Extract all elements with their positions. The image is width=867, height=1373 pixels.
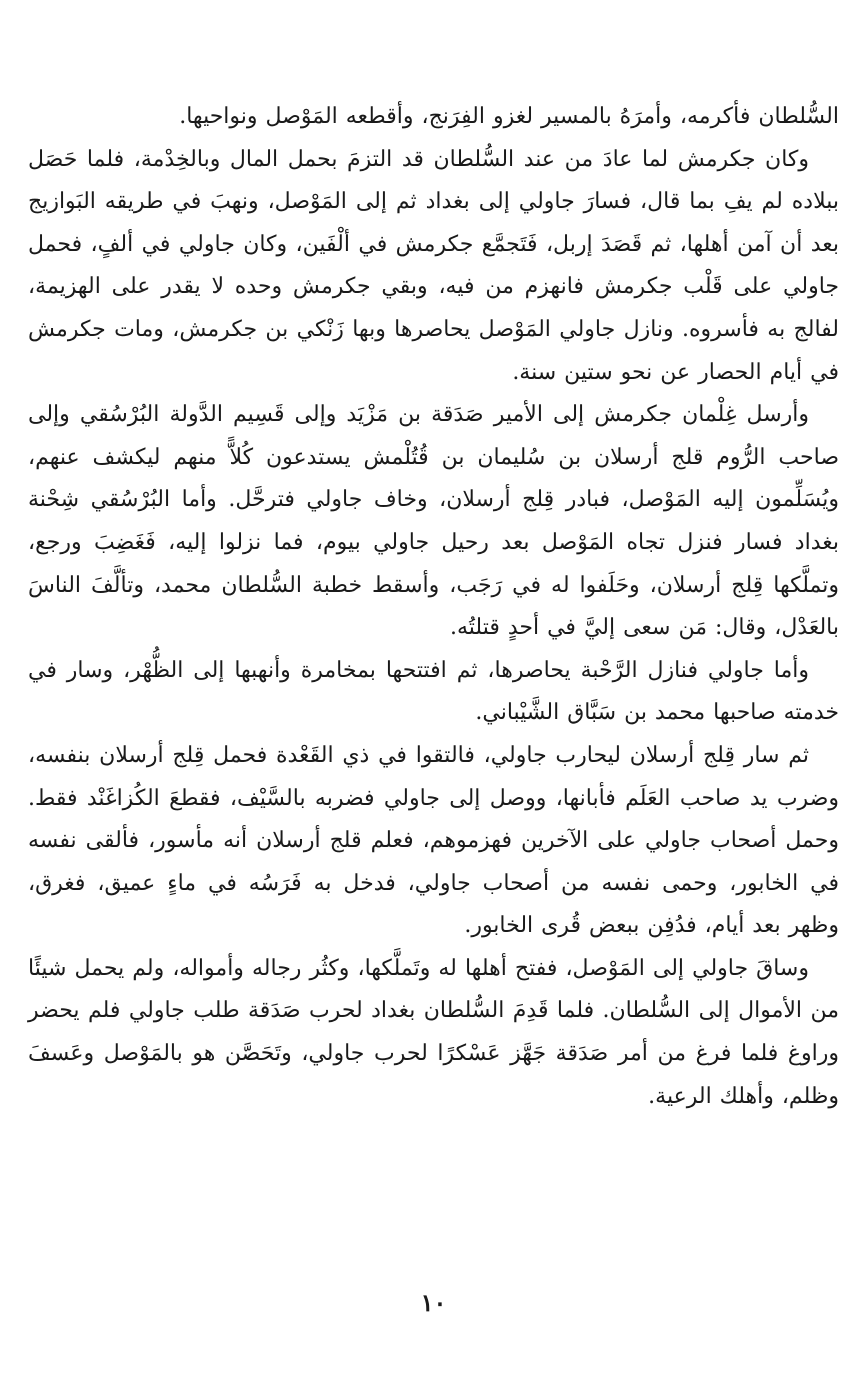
paragraph-jakarmish-servants: وأرسل غِلْمان جكرمش إلى الأمير صَدَقة بن مَزْيَد وإلى قَسِيم الدَّولة البُرْسُقي وإلى صاحب الرُّوم قلج أرسلان بن سُليمان بن قُتُلْمش يستدعون كُلاًّ منهم ليكشف عنهم، ويُسَلِّمون إليه المَوْصل، فبادر قِلج أرسلان، وخاف جاولي فترحَّل. وأما البُرْسُقي شِحْنة بغداد فسار فنزل تجاه المَوْصل بعد رحيل جاولي بيوم، فما نزلوا إليه، فَغَضِبَ ورجع، وتملَّكها قِلج أرسلان، وحَلَفوا له في رَجَب، وأسقط خطبة السُّلطان محمد، وتألَّفَ الناسَ بالعَدْل، وقال: مَن سعى إليَّ في أحدٍ قتلتُه. bbox=[28, 402, 840, 641]
paragraph-continuation: السُّلطان فأكرمه، وأمرَهُ بالمسير لغزو الفِرَنج، وأقطعه المَوْصل ونواحيها. bbox=[179, 104, 839, 129]
paragraph-jawali-mosul: وساقَ جاولي إلى المَوْصل، ففتح أهلها له وتَملَّكها، وكثُر رجاله وأمواله، ولم يحمل شيئًا من الأموال إلى السُّلطان. فلما قَدِمَ السُّلطان بغداد لحرب صَدَقة طلب جاولي فلم يحضر وراوغ فلما فرغ من أمر صَدَقة جَهَّز عَسْكرًا لحرب جاولي، وتَحَصَّن هو بالمَوْصل وعَسفَ وظلم، وأهلك الرعية. bbox=[28, 955, 839, 1109]
body-text bbox=[28, 96, 839, 1118]
paragraph-jawali-rahba: وأما جاولي فنازل الرَّحْبة يحاصرها، ثم افتتحها بمخامرة وأنهبها إلى الظُّهْر، وسار في خدمته صاحبها محمد بن سَبَّاق الشَّيْباني. bbox=[28, 657, 839, 726]
paragraph-jakarmish-return: وكان جكرمش لما عادَ من عند السُّلطان قد التزمَ بحمل المال وبالخِدْمة، فلما حَصَل ببلاده لم يفِ بما قال، فسارَ جاولي إلى بغداد ثم إلى المَوْصل، ونهبَ في طريقه البَوازيج بعد أن آمن أهلها، ثم قَصَدَ إربل، فَتَجمَّع جكرمش في ألْفَين، وكان جاولي في ألفٍ، فحمل جاولي على قَلْب جكرمش فانهزم من فيه، وبقي جكرمش وحده لا يقدر على الهزيمة، لفالج به فأسروه. ونازل جاولي المَوْصل يحاصرها وبها زَنْكي بن جكرمش، ومات جكرمش في أيام الحصار عن نحو ستين سنة. bbox=[28, 146, 839, 385]
paragraph-qilij-arslan-battle: ثم سار قِلج أرسلان ليحارب جاولي، فالتقوا في ذي القَعْدة فحمل قِلج أرسلان بنفسه، وضرب يد صاحب العَلَم فأبانها، ووصل إلى جاولي فضربه بالسَّيْف، فقطعَ الكُزاغَنْد فقط. وحمل أصحاب جاولي على الآخرين فهزموهم، فعلم قلج أرسلان أنه مأسور، فألقى نفسه في الخابور، وحمى نفسه من أصحاب جاولي، فدخل به فَرَسُه في ماءٍ عميق، فغرق، وظهر بعد أيام، فدُفِن ببعض قُرى الخابور. bbox=[28, 742, 839, 939]
page-number: ١٠ bbox=[420, 1288, 447, 1317]
